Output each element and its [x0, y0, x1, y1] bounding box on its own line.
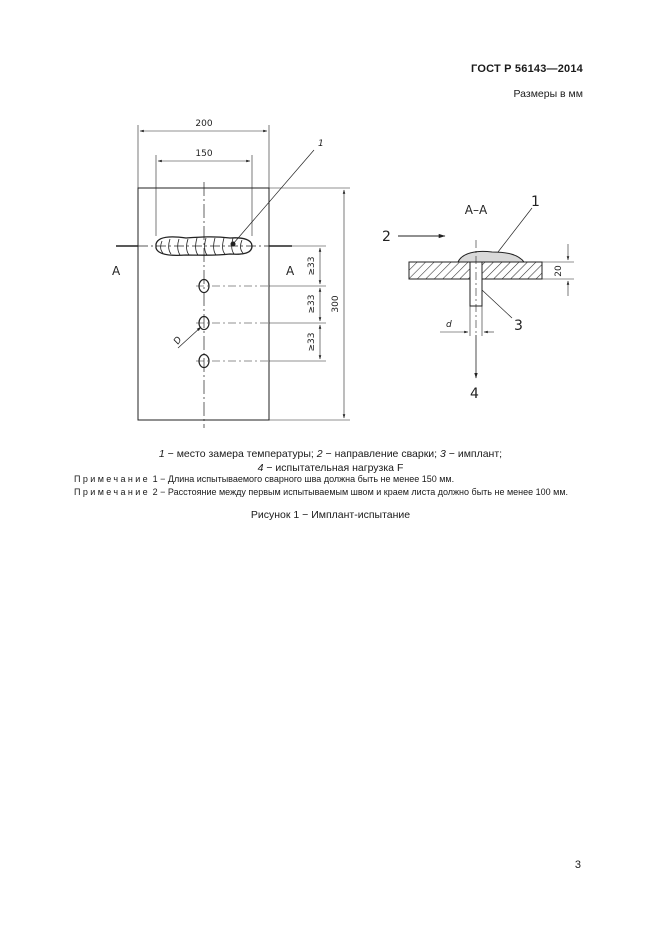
dim-width-weld: 150: [195, 149, 213, 159]
legend-text-3: − имплант;: [445, 448, 503, 460]
note-1-number: 1: [150, 474, 158, 484]
dim-height: 300: [331, 295, 341, 313]
note-2-text: − Расстояние между первым испытываемым швом и краем листа должно быть не менее 100 мм.: [157, 487, 569, 497]
dim-width-total: 200: [195, 119, 213, 129]
note-1-word: Примечание: [74, 474, 151, 484]
note-2-number: 2: [150, 487, 158, 497]
figure-caption: Рисунок 1 − Имплант-испытание: [250, 509, 411, 521]
page-number: 3: [574, 859, 581, 871]
plate-outline: [138, 188, 269, 420]
leader-1-label: 1: [318, 139, 324, 149]
legend-num-2: 2: [316, 448, 323, 460]
legend-text-4: − испытательная нагрузка F: [263, 462, 404, 474]
legend-num-3: 3: [440, 448, 446, 460]
section-title: А–А: [464, 203, 488, 217]
legend-text-1: − место замера температуры;: [164, 448, 317, 460]
section-label-1: 1: [531, 194, 540, 210]
section-label-4: 4: [470, 386, 479, 402]
figure-legend: [0, 447, 661, 475]
implant-test-drawing: [0, 0, 661, 440]
units-note: Размеры в мм: [513, 88, 583, 100]
leader-1: [233, 150, 314, 244]
dim-spacing-2: ≥33: [307, 294, 317, 314]
legend-num-4: 4: [257, 462, 264, 474]
section-view: [398, 208, 574, 378]
section-dim-d: d: [446, 320, 452, 330]
section-mark-left: A: [112, 264, 121, 278]
section-weld: [458, 251, 524, 262]
note-2: [46, 486, 582, 498]
note-2-word: Примечание: [74, 487, 151, 497]
standard-code: ГОСТ Р 56143—2014: [471, 63, 583, 75]
dim-spacing-3: ≥33: [307, 332, 317, 352]
diameter-label: D: [172, 335, 185, 347]
section-dim-thickness: 20: [554, 265, 564, 277]
plan-view: [116, 125, 350, 428]
legend-num-1: 1: [158, 448, 165, 460]
section-label-2: 2: [382, 229, 391, 245]
note-1-text: − Длина испытываемого сварного шва должна быть не менее 150 мм.: [157, 474, 455, 484]
note-1: [46, 473, 582, 485]
dim-spacing-1: ≥33: [307, 256, 317, 276]
section-mark-right: A: [286, 264, 295, 278]
section-label-3: 3: [514, 318, 523, 334]
legend-text-2: − направление сварки;: [322, 448, 441, 460]
legend-line-1: [0, 447, 661, 461]
